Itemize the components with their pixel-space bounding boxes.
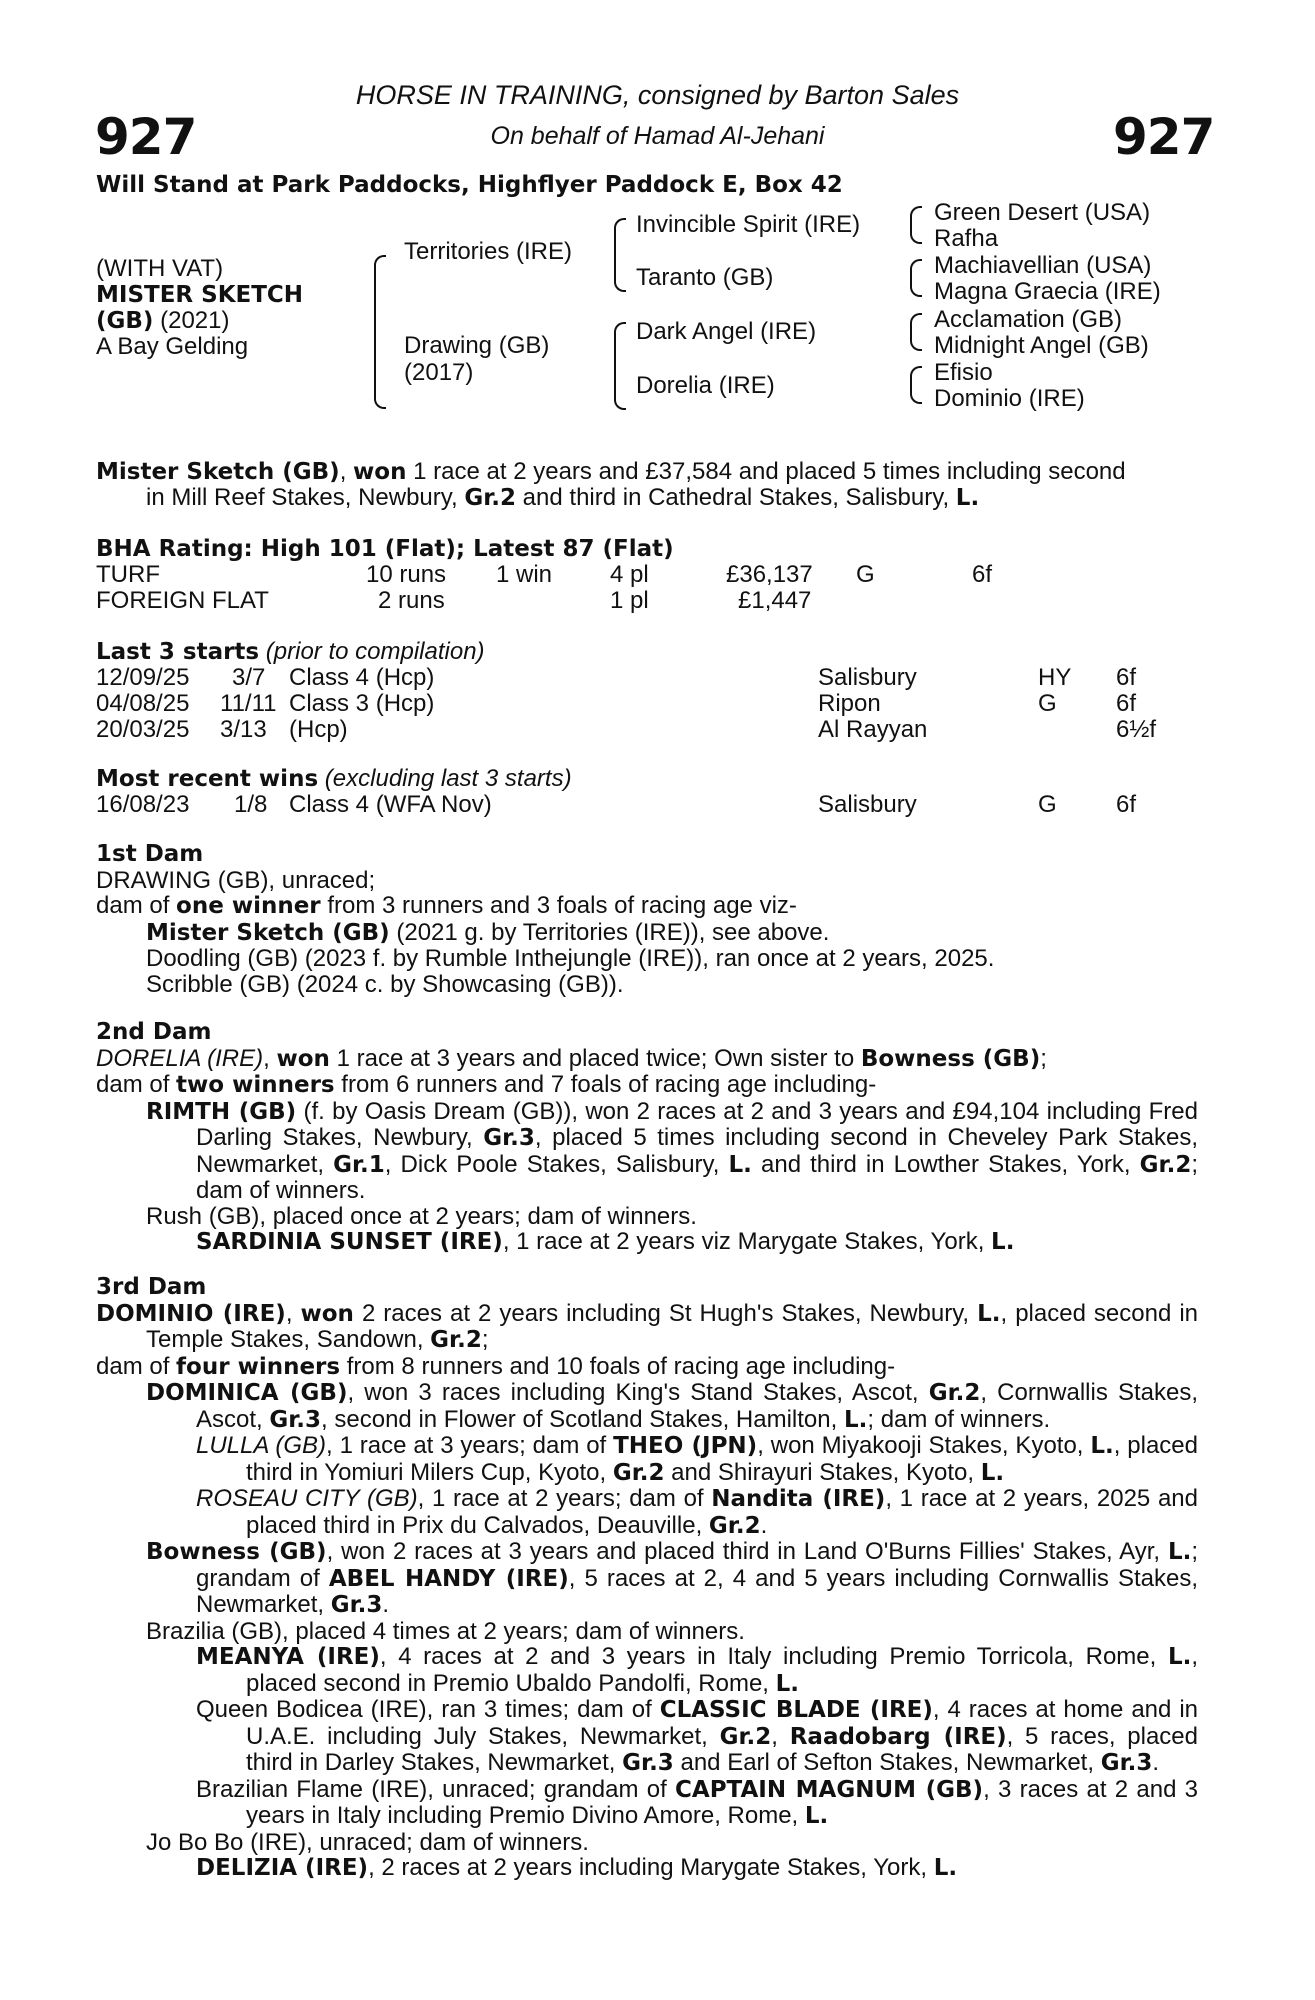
dam-year: (2017): [404, 359, 474, 386]
summary-line1: Mister Sketch (GB), won 1 race at 2 years and £37,584 and placed 5 times including second: [96, 458, 1126, 485]
win-date: 16/08/23: [96, 791, 190, 818]
pedigree-brace-1: [910, 206, 922, 244]
pedigree-brace-main: [374, 255, 386, 409]
run-race: (Hcp): [289, 716, 348, 743]
horse-origin: (GB) (2021): [96, 307, 230, 334]
rating-heading: BHA Rating: High 101 (Flat); Latest 87 (Flat): [96, 536, 674, 562]
dam-sire: Dark Angel (IRE): [636, 318, 817, 345]
vendor-line: On behalf of Hamad Al-Jehani: [490, 122, 825, 150]
rating-runs: 10 runs: [366, 561, 447, 588]
pedigree-brace-2: [910, 259, 922, 297]
run-position: 11/11: [220, 690, 277, 717]
run-course: Ripon: [818, 690, 881, 717]
second-dam-grandproduce: SARDINIA SUNSET (IRE), 1 race at 2 years viz Marygate Stakes, York, L.: [196, 1228, 1015, 1255]
pedigree-sdd: Magna Graecia (IRE): [934, 278, 1161, 305]
horse-name: MISTER SKETCH: [96, 282, 304, 308]
dam: Drawing (GB): [404, 332, 550, 359]
third-dam-grandproduce: Brazilian Flame (IRE), unraced; grandam of CAPTAIN MAGNUM (GB), 3 races at 2 and 3 years in Italy including Premio Divino Amore, Rome, L.: [196, 1775, 1199, 1829]
location-line: Will Stand at Park Paddocks, Highflyer Paddock E, Box 42: [96, 172, 843, 198]
sire: Territories (IRE): [404, 238, 573, 265]
run-position: 3/13: [220, 716, 267, 743]
first-dam-heading: 1st Dam: [96, 841, 204, 867]
pedigree-brace-dam: [614, 322, 626, 410]
win-going: G: [1038, 791, 1057, 818]
third-dam-produce-intro: dam of four winners from 8 runners and 10 foals of racing age including-: [96, 1352, 896, 1380]
pedigree-dsd: Midnight Angel (GB): [934, 332, 1149, 359]
run-going: G: [1038, 690, 1057, 717]
sire-dam: Taranto (GB): [636, 264, 774, 291]
win-distance: 6f: [1116, 791, 1137, 818]
win-position: 1/8: [234, 791, 268, 818]
rating-wins: 1 win: [496, 561, 553, 588]
first-dam-produce: Scribble (GB) (2024 c. by Showcasing (GB)).: [146, 970, 624, 998]
run-race: Class 3 (Hcp): [289, 690, 435, 717]
rating-type: TURF: [96, 561, 160, 588]
run-course: Al Rayyan: [818, 716, 928, 743]
second-dam-produce: Rush (GB), placed once at 2 years; dam of winners.: [146, 1202, 697, 1230]
second-dam-produce-intro: dam of two winners from 6 runners and 7 foals of racing age including-: [96, 1071, 877, 1098]
run-date: 12/09/25: [96, 664, 190, 691]
rating-pl: 1 pl: [610, 587, 649, 614]
pedigree-brace-4: [910, 366, 922, 404]
second-dam-produce: RIMTH (GB) (f. by Oasis Dream (GB)), won 2 races at 2 and 3 years and £94,104 including Fred Darling Stakes, Newbury, Gr.3, placed 5 times including second in Cheveley Park Stakes, Newmarket, Gr.1, Dick Poole Stakes, Salisbury, L. and third in Lowther Stakes, York, Gr.2; dam of winners.: [146, 1097, 1199, 1204]
rating-prize: £1,447: [738, 587, 812, 614]
rating-dist: 6f: [972, 561, 993, 588]
summary-line2: in Mill Reef Stakes, Newbury, Gr.2 and third in Cathedral Stakes, Salisbury, L.: [146, 484, 980, 511]
run-going: HY: [1038, 664, 1072, 691]
third-dam-grandproduce: DELIZIA (IRE), 2 races at 2 years including Marygate Stakes, York, L.: [196, 1854, 958, 1881]
recent-wins-heading: Most recent wins (excluding last 3 starts): [96, 765, 572, 792]
first-dam-line: DRAWING (GB), unraced;: [96, 866, 376, 894]
last-starts-heading: Last 3 starts (prior to compilation): [96, 638, 485, 665]
first-dam-produce: Mister Sketch (GB) (2021 g. by Territories (IRE)), see above.: [146, 918, 830, 946]
consignment-line: HORSE IN TRAINING, consigned by Barton Sales: [355, 80, 960, 110]
rating-prize: £36,137: [726, 561, 813, 588]
vat-label: (WITH VAT): [96, 255, 224, 282]
pedigree-brace-sire: [614, 218, 626, 292]
horse-description: A Bay Gelding: [96, 333, 249, 360]
third-dam-produce: DOMINICA (GB), won 3 races including King's Stand Stakes, Ascot, Gr.2, Cornwallis Stakes, Ascot, Gr.3, second in Flower of Scotland Stakes, Hamilton, L.; dam of winners.: [146, 1379, 1199, 1433]
rating-runs: 2 runs: [378, 587, 445, 614]
third-dam-section: [96, 1275, 1198, 1882]
first-dam-section: [96, 842, 1198, 997]
third-dam-line: DOMINIO (IRE), won 2 races at 2 years including St Hugh's Stakes, Newbury, L., placed second in Temple Stakes, Sandown, Gr.2;: [96, 1299, 1198, 1353]
pedigree-sds: Machiavellian (USA): [934, 252, 1152, 279]
third-dam-produce: Brazilia (GB), placed 4 times at 2 years; dam of winners.: [146, 1617, 745, 1645]
second-dam-heading: 2nd Dam: [96, 1019, 212, 1045]
rating-pl: 4 pl: [610, 561, 649, 588]
run-distance: 6½f: [1116, 716, 1157, 743]
sire-sire: Invincible Spirit (IRE): [636, 211, 861, 238]
pedigree-brace-3: [910, 313, 922, 351]
pedigree-dds: Efisio: [934, 359, 993, 386]
lot-number-right: 927: [1113, 108, 1215, 166]
rating-type: FOREIGN FLAT: [96, 587, 269, 614]
first-dam-produce-intro: dam of one winner from 3 runners and 3 foals of racing age viz-: [96, 892, 797, 919]
third-dam-grandproduce: LULLA (GB), 1 race at 3 years; dam of THEO (JPN), won Miyakooji Stakes, Kyoto, L., placed third in Yomiuri Milers Cup, Kyoto, Gr.2 and Shirayuri Stakes, Kyoto, L.: [196, 1432, 1199, 1486]
second-dam-section: [96, 1020, 1198, 1256]
pedigree-ddd: Dominio (IRE): [934, 385, 1085, 412]
third-dam-heading: 3rd Dam: [96, 1274, 207, 1300]
win-course: Salisbury: [818, 791, 917, 818]
run-distance: 6f: [1116, 664, 1137, 691]
run-distance: 6f: [1116, 690, 1137, 717]
third-dam-grandproduce: ROSEAU CITY (GB), 1 race at 2 years; dam of Nandita (IRE), 1 race at 2 years, 2025 and placed third in Prix du Calvados, Deauville, Gr.2.: [196, 1485, 1199, 1539]
third-dam-grandproduce: MEANYA (IRE), 4 races at 2 and 3 years in Italy including Premio Torricola, Rome, L., placed second in Premio Ubaldo Pandolfi, Rome, L.: [196, 1643, 1199, 1697]
run-race: Class 4 (Hcp): [289, 664, 435, 691]
third-dam-produce: Bowness (GB), won 2 races at 3 years and placed third in Land O'Burns Fillies' Stakes, Ayr, L.; grandam of ABEL HANDY (IRE), 5 races at 2, 4 and 5 years including Cornwallis Stakes, Newmarket, Gr.3.: [146, 1538, 1199, 1618]
second-dam-line: DORELIA (IRE), won 1 race at 3 years and placed twice; Own sister to Bowness (GB);: [96, 1044, 1047, 1072]
lot-number-left: 927: [95, 108, 197, 166]
win-race: Class 4 (WFA Nov): [289, 791, 492, 818]
pedigree-ssd: Rafha: [934, 225, 999, 252]
run-date: 20/03/25: [96, 716, 190, 743]
first-dam-produce: Doodling (GB) (2023 f. by Rumble Inthejungle (IRE)), ran once at 2 years, 2025.: [146, 945, 995, 972]
run-course: Salisbury: [818, 664, 917, 691]
run-position: 3/7: [232, 664, 266, 691]
third-dam-grandproduce: Queen Bodicea (IRE), ran 3 times; dam of CLASSIC BLADE (IRE), 4 races at home and in U.A.E. including July Stakes, Newmarket, Gr.2, Raadobarg (IRE), 5 races, placed third in Darley Stakes, Newmarket, Gr.3 and Earl of Sefton Stakes, Newmarket, Gr.3.: [196, 1696, 1198, 1776]
pedigree-sss: Green Desert (USA): [934, 199, 1151, 226]
rating-going: G: [856, 561, 875, 588]
run-date: 04/08/25: [96, 690, 190, 717]
third-dam-produce: Jo Bo Bo (IRE), unraced; dam of winners.: [146, 1828, 589, 1856]
dam-dam: Dorelia (IRE): [636, 372, 775, 399]
pedigree-dss: Acclamation (GB): [934, 306, 1123, 333]
